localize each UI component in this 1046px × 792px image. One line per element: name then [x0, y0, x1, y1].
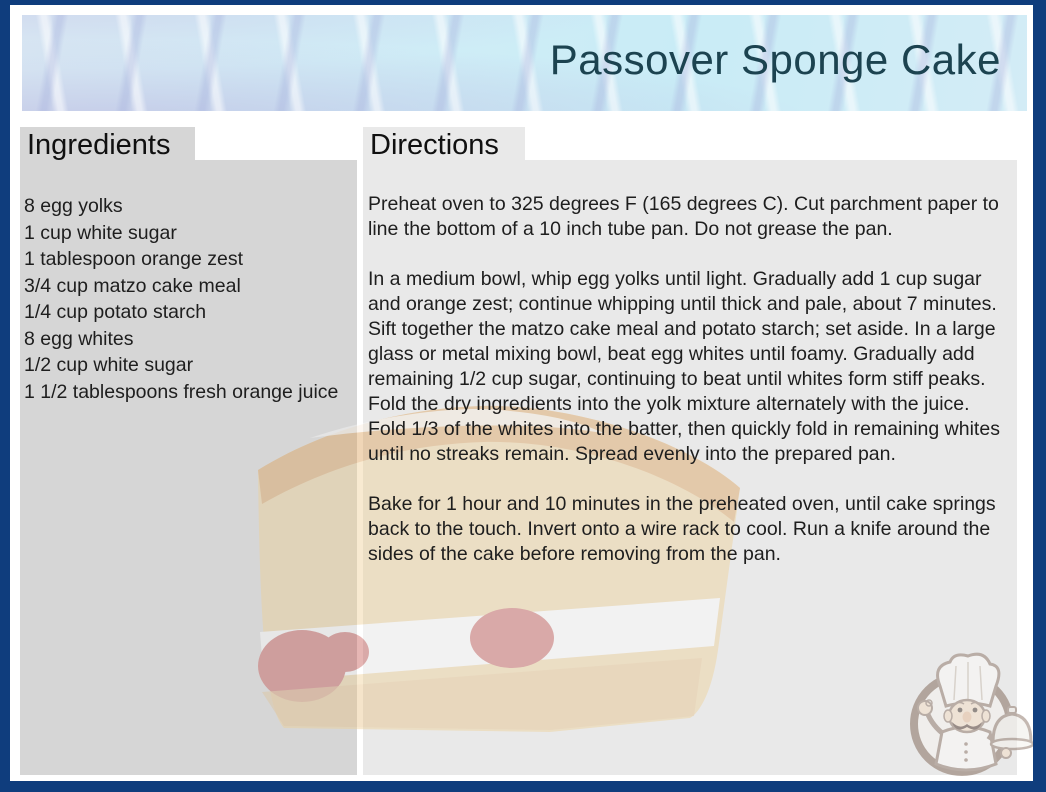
ingredient-item: 8 egg whites [24, 327, 134, 350]
ingredient-item: 1 cup white sugar [24, 221, 177, 244]
ingredient-item: 1/4 cup potato starch [24, 301, 207, 323]
ingredients-list [24, 193, 349, 405]
ingredient-item: 1/2 cup white sugar [24, 354, 194, 376]
direction-paragraph: Preheat oven to 325 degrees F (165 degrees C). Cut parchment paper to line the bottom of a 10 inch tube pan. Do not grease the pan. [368, 193, 999, 240]
ingredient-item: 1 1/2 tablespoons fresh orange juice [24, 380, 339, 403]
direction-paragraph: In a medium bowl, whip egg yolks until light. Gradually add 1 cup sugar and orange zest; continue whipping until thick and pale, about 7 minutes. Sift together the matzo cake meal and potato starch; set aside. In a large glass or metal mixing bowl, beat egg whites until foamy. Gradually add remaining 1/2 cup sugar, continuing to beat until whites form stiff peaks. Fold the dry ingredients into the yolk mixture alternately with the juice. Fold 1/3 of the whites into the batter, then quickly fold in remaining whites until no streaks remain. Spread evenly into the prepared pan. [368, 268, 1000, 465]
recipe-card [10, 5, 1033, 781]
ingredient-item: 8 egg yolks [24, 195, 123, 217]
ingredients-panel [20, 160, 357, 775]
directions-panel [363, 160, 1017, 775]
ingredient-item: 1 tablespoon orange zest [24, 248, 243, 270]
recipe-header-banner [22, 15, 1027, 111]
ingredients-heading: Ingredients [20, 127, 195, 160]
directions-heading: Directions [363, 127, 525, 160]
direction-paragraph: Bake for 1 hour and 10 minutes in the preheated oven, until cake springs back to the touch. Invert onto a wire rack to cool. Run a knife around the sides of the cake before removing from the pan. [368, 493, 996, 565]
ingredient-item: 3/4 cup matzo cake meal [24, 274, 241, 297]
recipe-title: Passover Sponge Cake [549, 36, 1001, 83]
